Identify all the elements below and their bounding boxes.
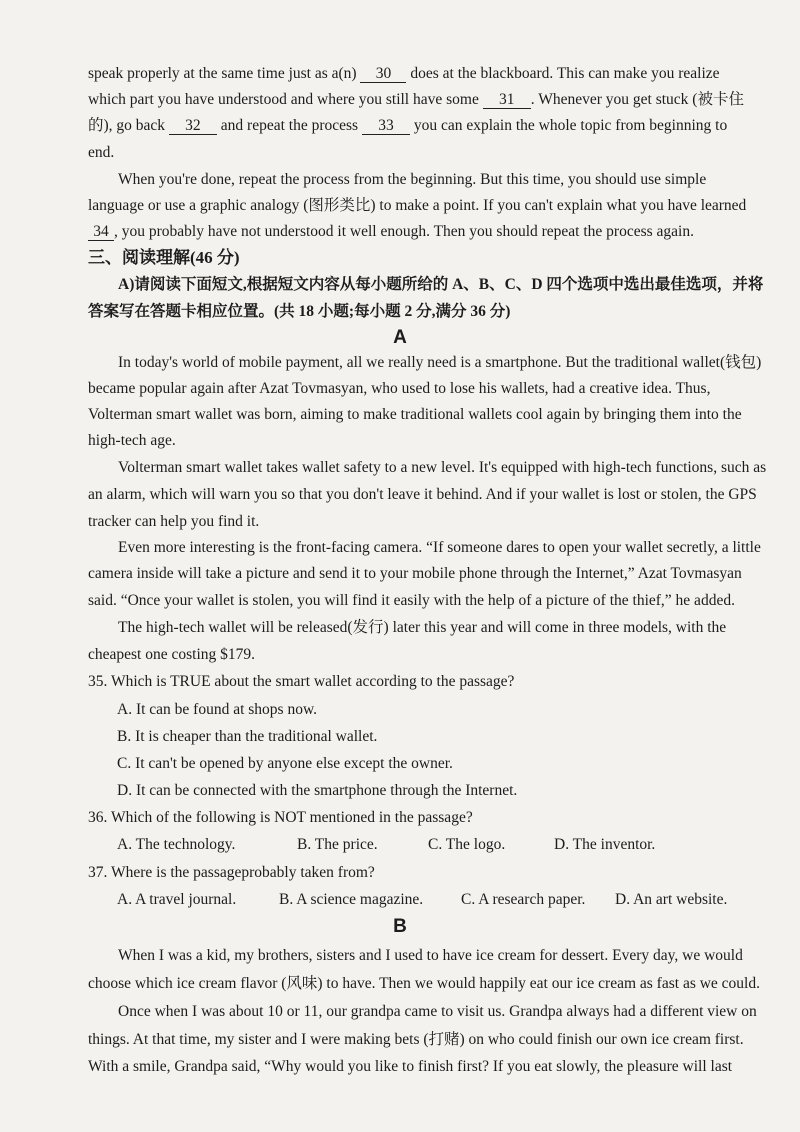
cloze-line: end. xyxy=(88,144,115,161)
passage-line: cheapest one costing $179. xyxy=(88,646,256,663)
question-35: 35. Which is TRUE about the smart wallet according to the passage? xyxy=(88,673,515,690)
passage-line: The high-tech wallet will be released(发行) later this year and will come in three models, with the xyxy=(118,619,727,636)
section-title: 三、阅读理解(46 分) xyxy=(88,248,240,267)
passage-line: things. At that time, my sister and I were making bets (打赌) on who could finish our own ice cream first. xyxy=(88,1031,744,1048)
option-35c: C. It can't be opened by anyone else except the owner. xyxy=(117,755,453,772)
option-35a: A. It can be found at shops now. xyxy=(117,701,318,718)
passage-line: Volterman smart wallet was born, aiming to make traditional wallets cool again by bringing them into the xyxy=(88,406,742,423)
cloze-line: speak properly at the same time just as a(n) 30 does at the blackboard. This can make you realize xyxy=(88,65,720,82)
passage-line: said. “Once your wallet is stolen, you will find it easily with the help of a picture of the thief,” he added. xyxy=(88,592,735,609)
cloze-line: When you're done, repeat the process from the beginning. But this time, you should use simple xyxy=(118,171,707,188)
passage-line: Even more interesting is the front-facing camera. “If someone dares to open your wallet secretly, a little xyxy=(118,539,761,556)
question-36: 36. Which of the following is NOT mentioned in the passage? xyxy=(88,809,473,826)
passage-line: an alarm, which will warn you so that you don't leave it behind. And if your wallet is lost or stolen, the GPS xyxy=(88,486,757,503)
cloze-line: language or use a graphic analogy (图形类比) to make a point. If you can't explain what you have learned xyxy=(88,197,747,214)
passage-line: choose which ice cream flavor (风味) to have. Then we would happily eat our ice cream as fast as we could. xyxy=(88,975,760,992)
passage-a-label: A xyxy=(393,327,407,348)
option-36a: A. The technology. xyxy=(117,836,236,853)
cloze-line: 的), go back 32 and repeat the process 33 you can explain the whole topic from beginning to xyxy=(88,117,728,134)
section-instruction: 答案写在答题卡相应位置。(共 18 小题;每小题 2 分,满分 36 分) xyxy=(88,303,511,320)
option-37a: A. A travel journal. xyxy=(117,891,237,908)
passage-line: With a smile, Grandpa said, “Why would you like to finish first? If you eat slowly, the pleasure will last xyxy=(88,1058,733,1075)
blank-32: 32 xyxy=(169,118,217,135)
option-36b: B. The price. xyxy=(297,836,378,853)
passage-line: tracker can help you find it. xyxy=(88,513,260,530)
passage-b-label: B xyxy=(393,916,407,937)
option-36d: D. The inventor. xyxy=(554,836,656,853)
blank-31: 31 xyxy=(483,92,531,109)
passage-line: Once when I was about 10 or 11, our grandpa came to visit us. Grandpa always had a different view on xyxy=(118,1003,757,1020)
option-37b: B. A science magazine. xyxy=(279,891,424,908)
passage-line: When I was a kid, my brothers, sisters and I used to have ice cream for dessert. Every day, we would xyxy=(118,947,743,964)
option-37d: D. An art website. xyxy=(615,891,728,908)
passage-line: camera inside will take a picture and send it to your mobile phone through the Internet,” Azat Tovmasyan xyxy=(88,565,742,582)
question-37: 37. Where is the passageprobably taken from? xyxy=(88,864,375,881)
option-35d: D. It can be connected with the smartphone through the Internet. xyxy=(117,782,518,799)
blank-30: 30 xyxy=(360,66,406,83)
option-37c: C. A research paper. xyxy=(461,891,586,908)
passage-line: became popular again after Azat Tovmasyan, who used to lose his wallets, had a creative idea. Thus, xyxy=(88,380,711,397)
blank-33: 33 xyxy=(362,118,410,135)
cloze-line: which part you have understood and where you still have some 31 . Whenever you get stuck (被卡住 xyxy=(88,91,744,108)
passage-line: In today's world of mobile payment, all we really need is a smartphone. But the traditional wallet(钱包) xyxy=(118,354,762,371)
section-instruction: A)请阅读下面短文,根据短文内容从每小题所给的 A、B、C、D 四个选项中选出最佳选项，并将 xyxy=(118,276,764,293)
blank-34: 34 xyxy=(88,224,114,241)
option-35b: B. It is cheaper than the traditional wallet. xyxy=(117,728,378,745)
option-36c: C. The logo. xyxy=(428,836,506,853)
passage-line: high-tech age. xyxy=(88,432,176,449)
cloze-line: 34 , you probably have not understood it well enough. Then you should repeat the process again. xyxy=(88,222,780,242)
passage-line: Volterman smart wallet takes wallet safety to a new level. It's equipped with high-tech functions, such as xyxy=(118,459,767,476)
